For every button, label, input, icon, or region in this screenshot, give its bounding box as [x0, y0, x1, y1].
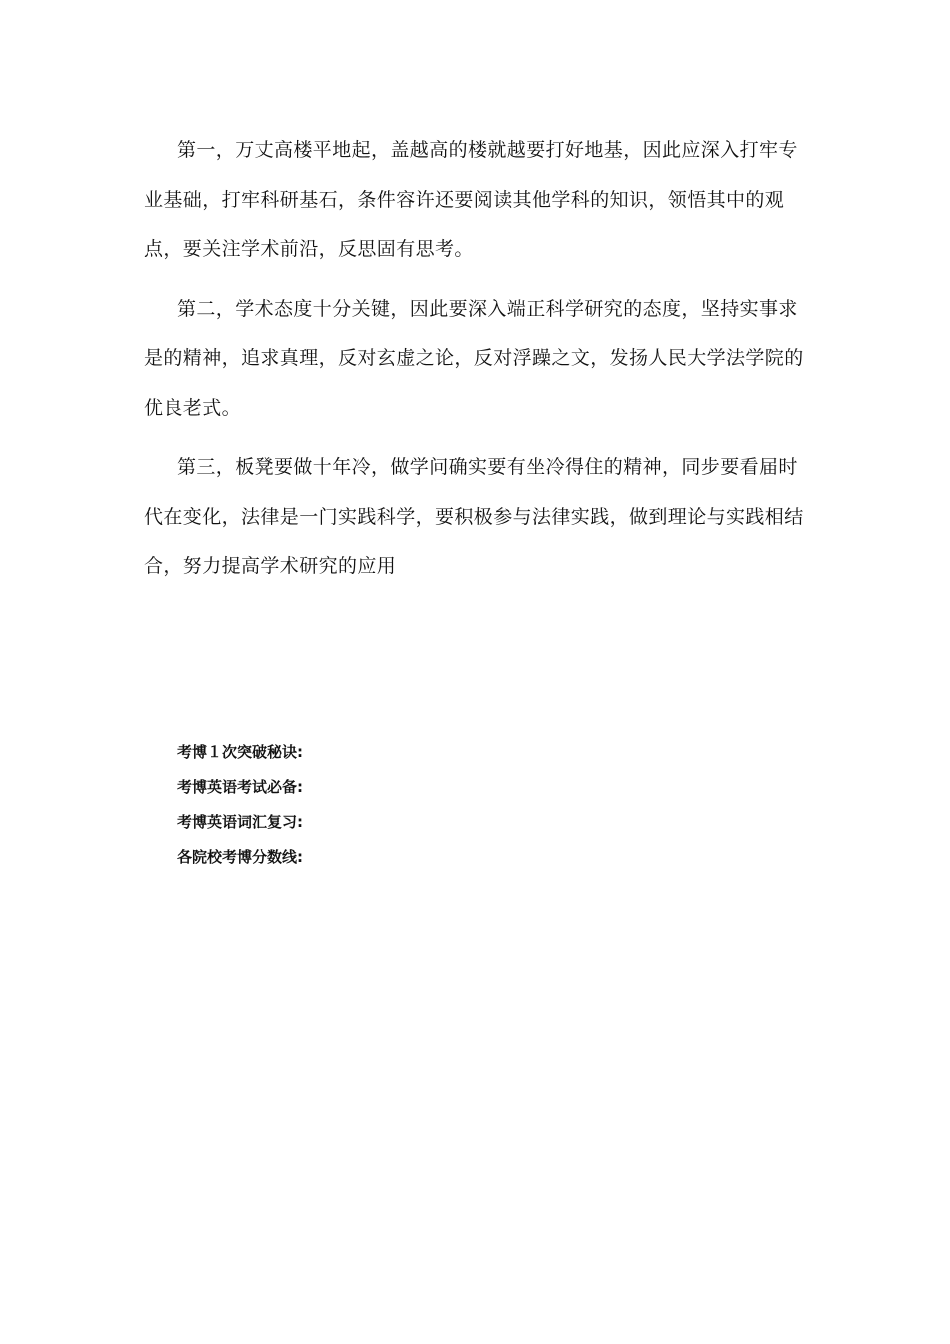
- document-body: [144, 126, 810, 602]
- link-score-lines: 各院校考博分数线:: [177, 848, 303, 866]
- paragraph-3: 第三，板凳要做十年冷，做学问确实要有坐冷得住的精神，同步要看届时代在变化，法律是一门实践科学，要积极参与法律实践，做到理论与实践相结合，努力提高学术研究的应用: [144, 456, 804, 577]
- link-exam-tips: 考博１次突破秘诀:: [177, 743, 303, 761]
- paragraph-2: 第二，学术态度十分关键，因此要深入端正科学研究的态度，坚持实事求是的精神，追求真理，反对玄虚之论，反对浮躁之文，发扬人民大学法学院的优良老式。: [144, 297, 804, 419]
- paragraph-1: 第一，万丈高楼平地起，盖越高的楼就越要打好地基，因此应深入打牢专业基础，打牢科研基石，条件容许还要阅读其他学科的知识，领悟其中的观点，要关注学术前沿，反思固有思考。: [144, 139, 798, 260]
- resource-links: [177, 735, 677, 875]
- link-vocabulary-review: 考博英语词汇复习:: [177, 813, 303, 831]
- link-english-essentials: 考博英语考试必备:: [177, 778, 303, 796]
